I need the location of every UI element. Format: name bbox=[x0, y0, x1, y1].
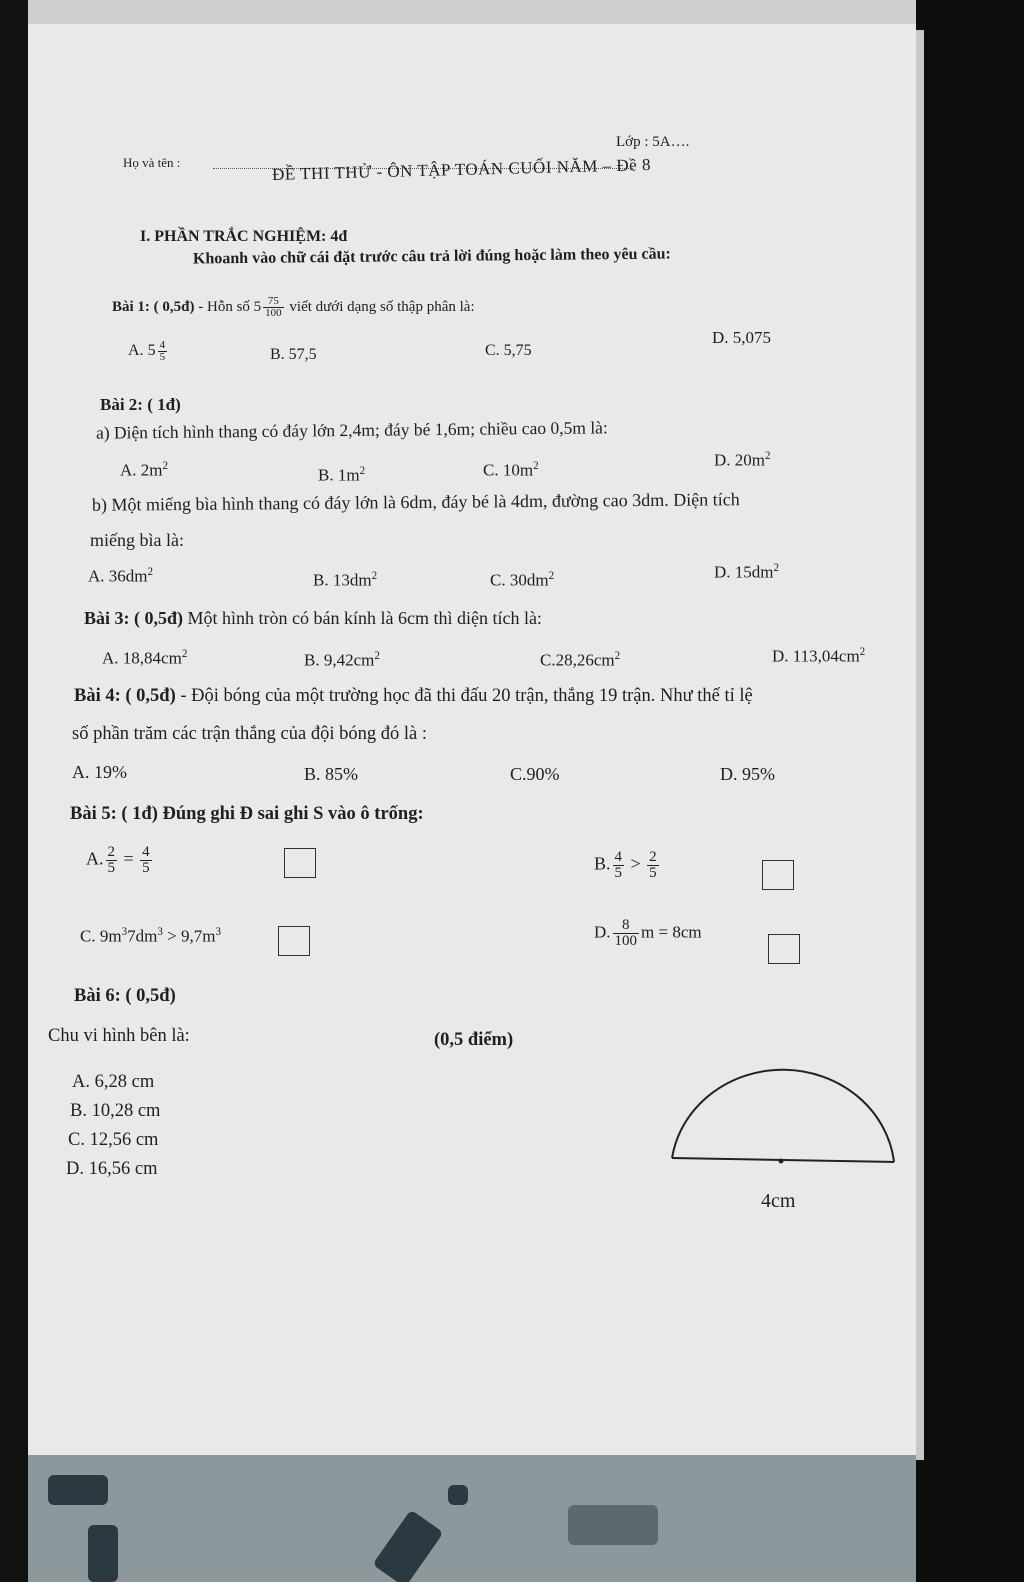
q4-line-1 bbox=[74, 686, 753, 707]
q1-option-d: D. 5,075 bbox=[712, 328, 772, 347]
exam-paper bbox=[28, 0, 916, 1582]
q6-option-c: C. 12,56 cm bbox=[68, 1130, 159, 1150]
q1-mixed-whole: 5 bbox=[253, 298, 262, 315]
q5-statement-b: B. $\frac{4}{5}$ > $\frac{2}{5}$ bbox=[594, 849, 657, 881]
q2a-option-a: A. $2m^2$ bbox=[120, 460, 169, 480]
q3-title: Bài 3: ( 0,5đ) bbox=[84, 608, 183, 628]
figure-label: 4cm bbox=[761, 1190, 796, 1212]
q1-line bbox=[112, 296, 475, 319]
paper-edge bbox=[916, 30, 924, 1460]
q2b-option-b: B. $13dm^2$ bbox=[313, 570, 378, 590]
q2b-text-1: b) Một miếng bìa hình thang có đáy lớn là 6dm, đáy bé là 4dm, đường cao 3dm. Diện tích bbox=[91, 489, 740, 515]
q5-answer-box-a[interactable] bbox=[284, 848, 316, 878]
semicircle-center-point bbox=[779, 1159, 784, 1164]
background-floor bbox=[28, 1455, 916, 1582]
q5-text: Đúng ghi Đ sai ghi S vào ô trống: bbox=[162, 804, 424, 824]
q2-title: Bài 2: ( 1đ) bbox=[100, 395, 181, 414]
q6-option-a: A. 6,28 cm bbox=[72, 1072, 155, 1092]
q1-option-b: B. 57,5 bbox=[270, 346, 317, 363]
q1-title: Bài 1: ( 0,5đ) bbox=[112, 298, 195, 315]
q4-option-a: A. 19% bbox=[72, 762, 127, 782]
instruction-text: Khoanh vào chữ cái đặt trước câu trả lời đúng hoặc làm theo yêu cầu: bbox=[192, 245, 671, 268]
q2b-text-2: miếng bìa là: bbox=[90, 530, 184, 550]
q1-mixed-fraction: $\frac{75}{100}$ bbox=[265, 295, 282, 319]
q4-text-1: - Đội bóng của một trường học đã thi đấu 20 trận, thắng 19 trận. Như thế tỉ lệ bbox=[180, 686, 753, 706]
q2b-option-d: D. $15dm^2$ bbox=[714, 562, 780, 582]
paper-top-edge bbox=[28, 0, 916, 24]
q4-option-c: C.90% bbox=[510, 764, 560, 784]
q1-option-c: C. 5,75 bbox=[485, 342, 532, 359]
q4-option-d: D. 95% bbox=[720, 764, 775, 784]
q3-option-a: A. $18,84cm^2$ bbox=[102, 648, 188, 668]
q3-text: Một hình tròn có bán kính là 6cm thì diện tích là: bbox=[187, 608, 542, 628]
q4-option-b: B. 85% bbox=[304, 764, 358, 784]
q3-line bbox=[84, 608, 542, 629]
q6-option-d: D. 16,56 cm bbox=[66, 1159, 158, 1179]
q1-text-after: viết dưới dạng số thập phân là: bbox=[289, 298, 475, 315]
q6-text: Chu vi hình bên là: bbox=[48, 1026, 190, 1046]
q2a-text: a) Diện tích hình thang có đáy lớn 2,4m; đáy bé 1,6m; chiều cao 0,5m là: bbox=[95, 417, 608, 443]
q6-title: Bài 6: ( 0,5đ) bbox=[74, 986, 176, 1006]
q2a-option-c: C. $10m^2$ bbox=[483, 460, 539, 480]
q5-answer-box-d[interactable] bbox=[768, 934, 800, 964]
q5-line bbox=[70, 804, 424, 825]
q6-option-b: B. 10,28 cm bbox=[70, 1101, 161, 1121]
class-label: Lớp : 5A…. bbox=[616, 134, 690, 150]
q1-option-a: A. 5 $\frac{4}{5}$ bbox=[128, 339, 166, 363]
q2a-option-d: D. $20m^2$ bbox=[714, 450, 771, 470]
dark-background bbox=[916, 0, 1024, 1582]
q6-points: (0,5 điểm) bbox=[434, 1030, 514, 1050]
q5-statement-d: D. $\frac{8}{100}$ m = 8cm bbox=[594, 917, 702, 949]
q5-statement-c: C. $9m^37dm^3 > 9,7m^3$ bbox=[80, 926, 221, 946]
q4-title: Bài 4: ( 0,5đ) bbox=[74, 686, 176, 706]
q3-option-d: D. $113,04cm^2$ bbox=[772, 646, 866, 666]
q5-title: Bài 5: ( 1đ) bbox=[70, 804, 158, 824]
exam-title: ĐỀ THI THỬ - ÔN TẬP TOÁN CUỐI NĂM – Đề 8 bbox=[271, 155, 652, 184]
q2b-option-a: A. $36dm^2$ bbox=[88, 566, 154, 586]
q2a-option-b: B. $1m^2$ bbox=[318, 465, 366, 485]
q5-answer-box-b[interactable] bbox=[762, 860, 794, 890]
semicircle-arc bbox=[672, 1070, 894, 1162]
q4-text-2: số phần trăm các trận thắng của đội bóng đó là : bbox=[72, 724, 427, 744]
q2b-option-c: C. $30dm^2$ bbox=[490, 570, 555, 590]
q5-answer-box-c[interactable] bbox=[278, 926, 310, 956]
q5-statement-a: A. $\frac{2}{5}$ = $\frac{4}{5}$ bbox=[86, 844, 150, 876]
section-heading: I. PHẦN TRẮC NGHIỆM: 4đ bbox=[140, 228, 348, 245]
name-label: Họ và tên : bbox=[123, 155, 181, 170]
q3-option-b: B. $9,42cm^2$ bbox=[304, 650, 380, 670]
q3-option-c: $C.28,26cm^2$ bbox=[540, 650, 621, 670]
q1-text-before: - Hỗn số bbox=[198, 298, 250, 315]
